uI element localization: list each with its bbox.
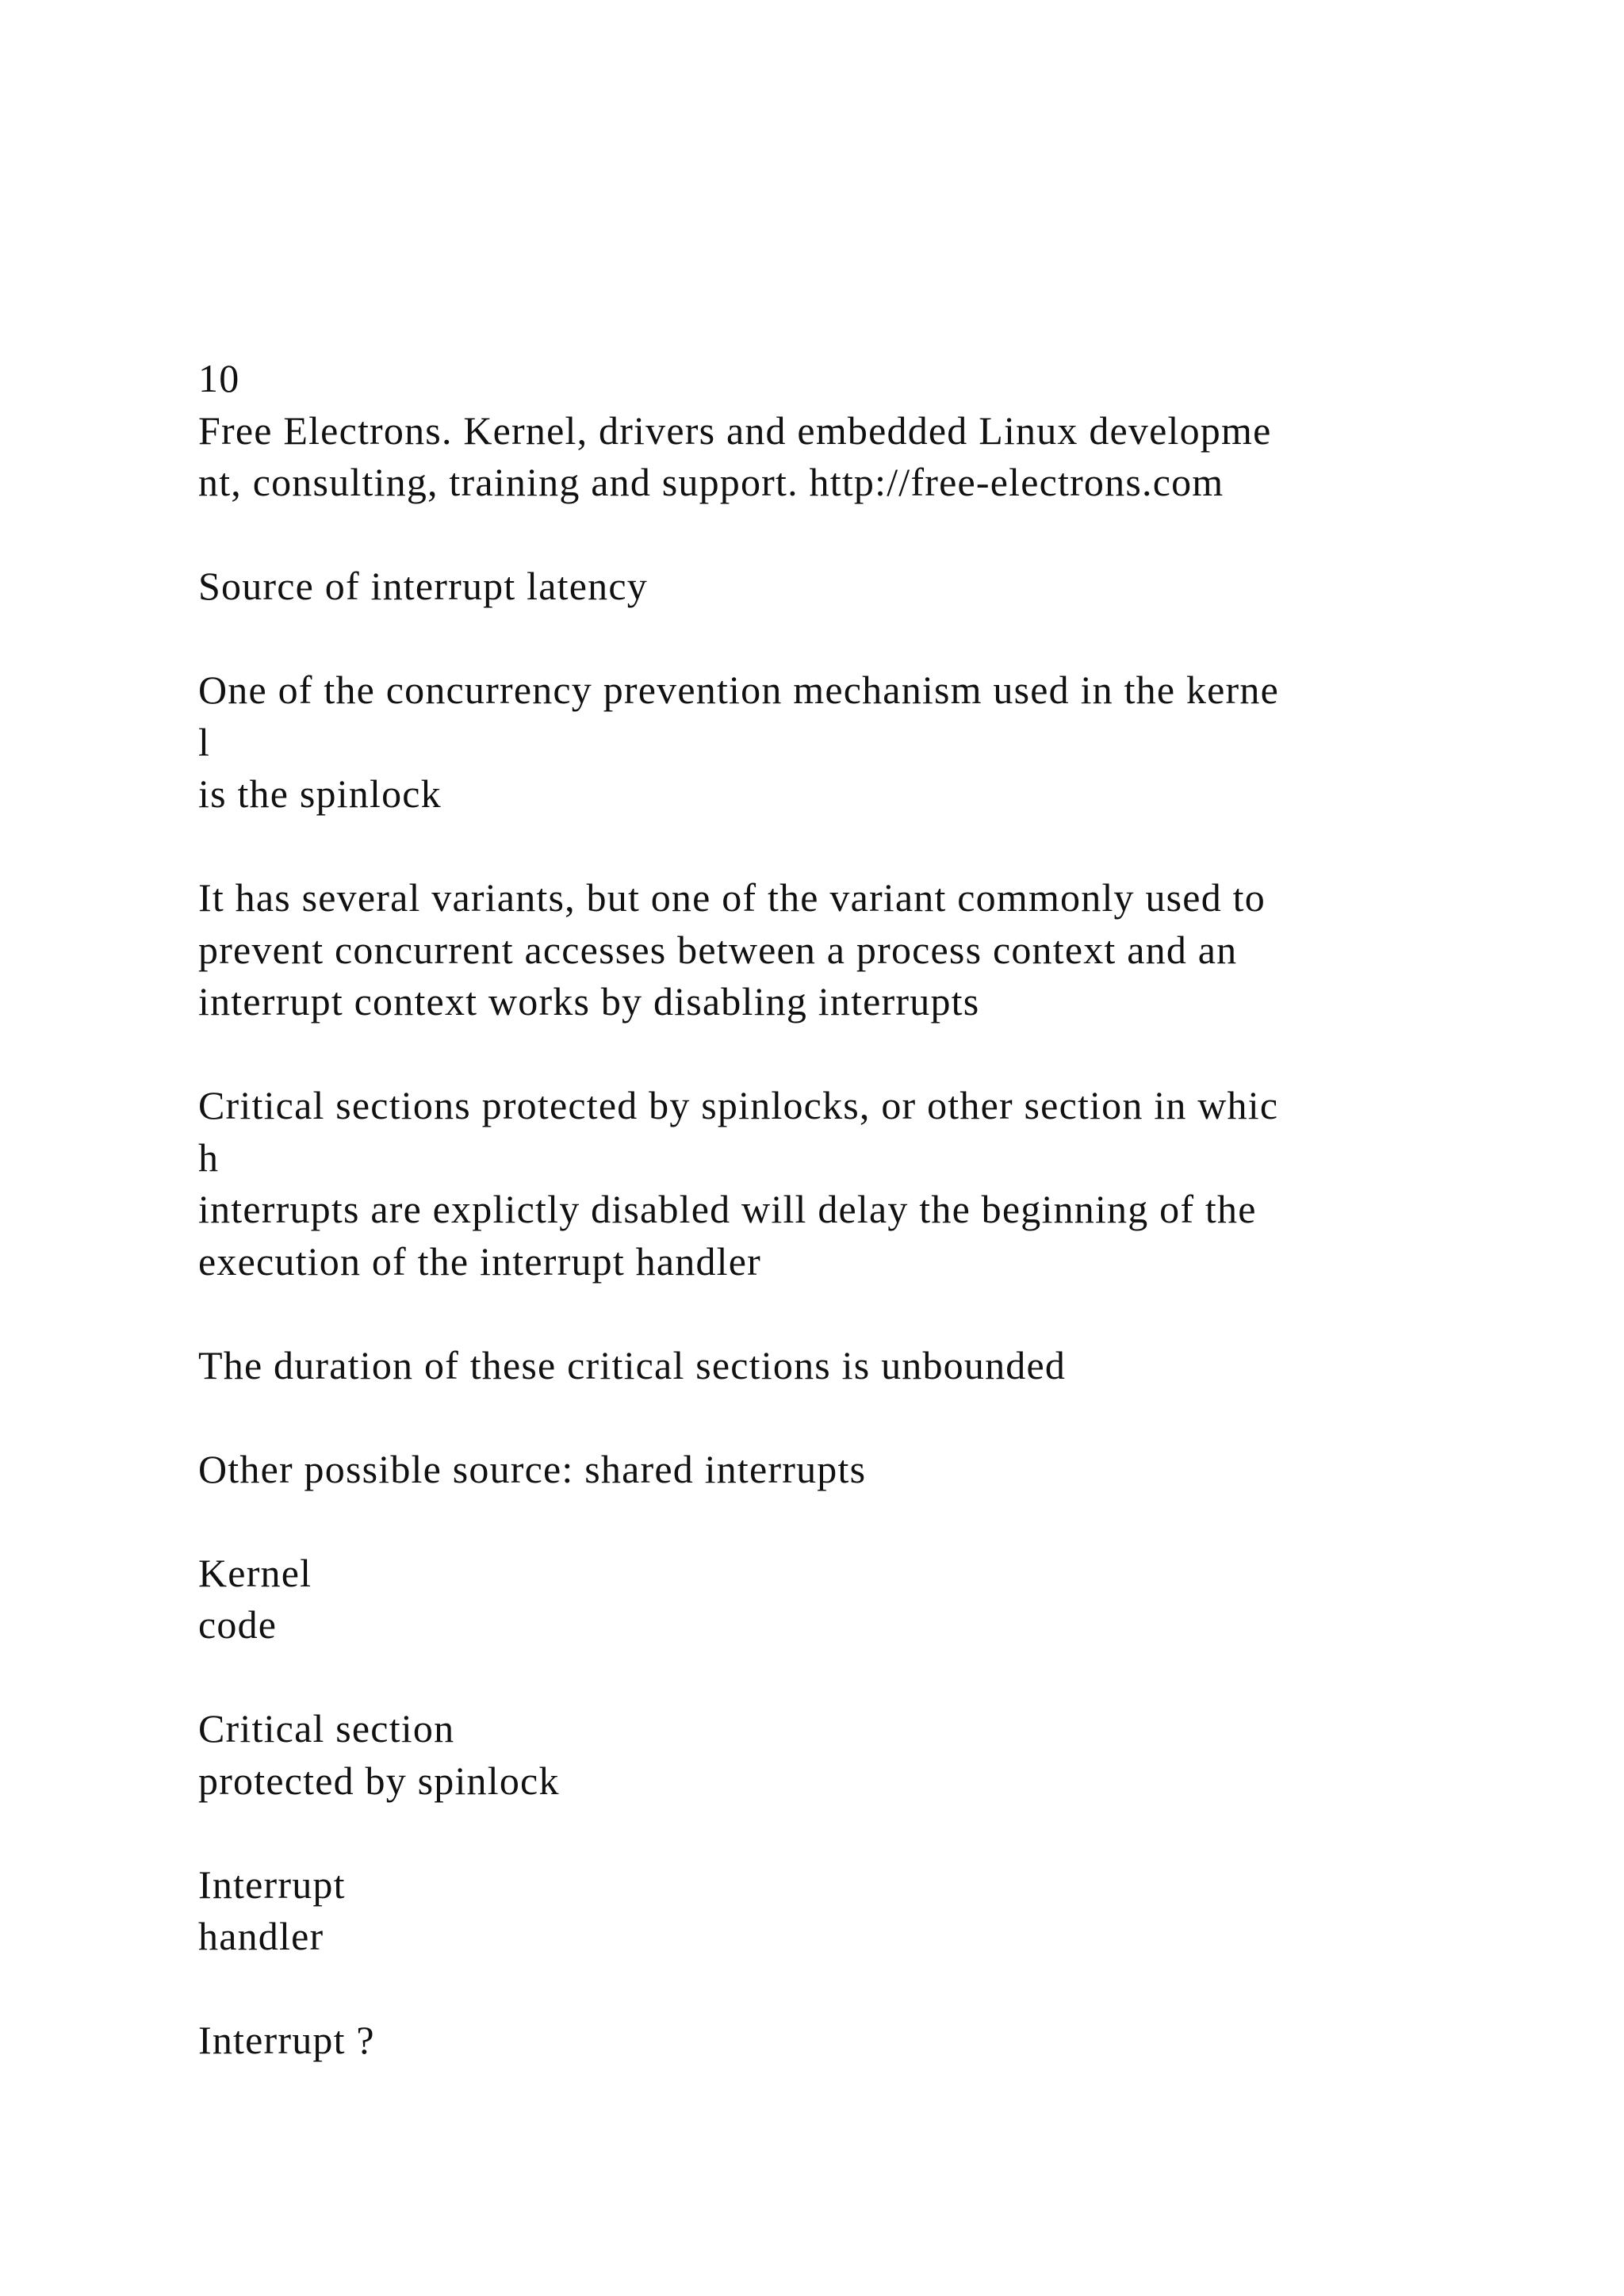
paragraph-line: interrupts are explictly disabled will delay the beginning of the xyxy=(198,1187,1257,1231)
label-line: code xyxy=(198,1602,278,1647)
header-block xyxy=(198,353,1546,509)
paragraph-line: h xyxy=(198,1135,220,1180)
paragraph-line: The duration of these critical sections is unbounded xyxy=(198,1342,1067,1387)
header-line-2: nt, consulting, training and support. http://free-electrons.com xyxy=(198,460,1224,504)
header-line-1: Free Electrons. Kernel, drivers and embedded Linux developme xyxy=(198,408,1272,453)
paragraph-1 xyxy=(198,664,1546,821)
diagram-label-kernel-code xyxy=(198,1548,1546,1651)
label-line: handler xyxy=(198,1914,324,1958)
paragraph-line: l xyxy=(198,719,211,764)
paragraph-line: Other possible source: shared interrupts xyxy=(198,1446,867,1491)
label-line: Interrupt xyxy=(198,1862,346,1907)
diagram-label-interrupt-question xyxy=(198,2015,1546,2067)
paragraph-line: execution of the interrupt handler xyxy=(198,1238,761,1284)
page-number: 10 xyxy=(198,356,240,400)
paragraph-line: prevent concurrent accesses between a process context and an xyxy=(198,927,1238,972)
document-page xyxy=(198,353,1546,2118)
title-text: Source of interrupt latency xyxy=(198,564,648,608)
paragraph-2 xyxy=(198,872,1546,1028)
paragraph-line: One of the concurrency prevention mechanism used in the kerne xyxy=(198,668,1279,712)
paragraph-4 xyxy=(198,1340,1546,1392)
paragraph-line: is the spinlock xyxy=(198,771,442,816)
paragraph-line: It has several variants, but one of the variant commonly used to xyxy=(198,875,1266,920)
label-line: Critical section xyxy=(198,1706,455,1751)
paragraph-line: Critical sections protected by spinlocks, or other section in whic xyxy=(198,1083,1279,1127)
diagram-label-interrupt-handler xyxy=(198,1859,1546,1963)
label-line: protected by spinlock xyxy=(198,1758,560,1803)
diagram-label-critical-section xyxy=(198,1703,1546,1807)
label-line: Interrupt ? xyxy=(198,2018,375,2062)
label-line: Kernel xyxy=(198,1550,312,1595)
slide-title xyxy=(198,561,1546,613)
paragraph-3 xyxy=(198,1080,1546,1288)
paragraph-5 xyxy=(198,1444,1546,1496)
paragraph-line: interrupt context works by disabling interrupts xyxy=(198,979,980,1024)
